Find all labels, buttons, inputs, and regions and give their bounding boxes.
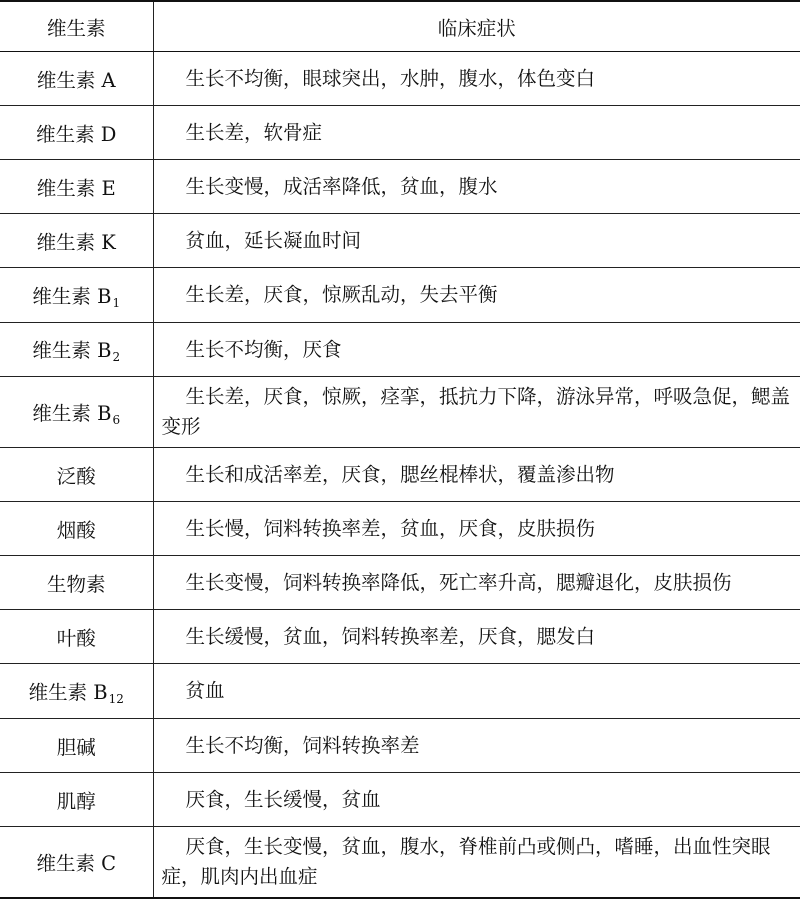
table-row bbox=[0, 377, 800, 448]
symptoms-cell: 贫血，延长凝血时间 bbox=[153, 214, 800, 268]
symptoms-cell: 生长不均衡，厌食 bbox=[153, 323, 800, 377]
symptoms-cell: 生长变慢，成活率降低，贫血，腹水 bbox=[153, 160, 800, 214]
vitamin-name: 维生素 K bbox=[0, 214, 153, 268]
symptoms-cell: 生长慢，饲料转换率差，贫血，厌食，皮肤损伤 bbox=[153, 502, 800, 556]
vitamin-name: 维生素 $B_1$ bbox=[0, 268, 153, 323]
vitamin-name: 泛酸 bbox=[0, 448, 153, 502]
vitamin-name: 维生素 $B_2$ bbox=[0, 323, 153, 377]
symptoms-cell: 生长和成活率差，厌食，腮丝棍棒状，覆盖渗出物 bbox=[153, 448, 800, 502]
vitamin-name: 维生素 $B_{12}$ bbox=[0, 664, 153, 719]
vitamin-subscript: 2 bbox=[112, 350, 121, 364]
vitamin-name: 胆碱 bbox=[0, 719, 153, 773]
vitamin-subscript: 1 bbox=[112, 295, 121, 310]
symptoms-cell: 贫血 bbox=[153, 664, 800, 719]
symptoms-cell: 生长差，厌食，惊厥，痉挛，抵抗力下降，游泳异常，呼吸急促，鳃盖变形 bbox=[153, 377, 800, 448]
vitamin-name: 维生素 $B_6$ bbox=[0, 377, 153, 448]
table-row bbox=[0, 160, 800, 214]
vitamin-subscript: 12 bbox=[108, 691, 124, 706]
symptoms-cell: 生长差，厌食，惊厥乱动，失去平衡 bbox=[153, 268, 800, 323]
table-row bbox=[0, 664, 800, 719]
table-row bbox=[0, 610, 800, 664]
table-row bbox=[0, 448, 800, 502]
vitamin-subscript: 6 bbox=[112, 412, 121, 427]
vitamin-name: 生物素 bbox=[0, 556, 153, 610]
table-row bbox=[0, 323, 800, 377]
symptoms-cell: 生长不均衡，饲料转换率差 bbox=[153, 719, 800, 773]
header-symptoms: 临床症状 bbox=[153, 1, 800, 52]
header-vitamin: 维生素 bbox=[0, 1, 153, 52]
table-row bbox=[0, 268, 800, 323]
vitamin-name: 维生素 C bbox=[0, 827, 153, 899]
symptoms-cell: 生长差，软骨症 bbox=[153, 106, 800, 160]
table-row bbox=[0, 773, 800, 827]
symptoms-cell: 生长不均衡，眼球突出，水肿，腹水，体色变白 bbox=[153, 52, 800, 106]
vitamin-name: 叶酸 bbox=[0, 610, 153, 664]
table-row bbox=[0, 214, 800, 268]
symptoms-cell: 厌食，生长缓慢，贫血 bbox=[153, 773, 800, 827]
table-header-row bbox=[0, 1, 800, 52]
table-row bbox=[0, 719, 800, 773]
symptoms-cell: 生长缓慢，贫血，饲料转换率差，厌食，腮发白 bbox=[153, 610, 800, 664]
table-row bbox=[0, 827, 800, 899]
symptoms-cell: 生长变慢，饲料转换率降低，死亡率升高，腮瓣退化，皮肤损伤 bbox=[153, 556, 800, 610]
table-row bbox=[0, 556, 800, 610]
vitamin-name: 肌醇 bbox=[0, 773, 153, 827]
table-row bbox=[0, 52, 800, 106]
vitamin-name: 维生素 E bbox=[0, 160, 153, 214]
symptoms-cell: 厌食，生长变慢，贫血，腹水，脊椎前凸或侧凸，嗜睡，出血性突眼症，肌肉内出血症 bbox=[153, 827, 800, 899]
vitamin-name: 维生素 D bbox=[0, 106, 153, 160]
table-row bbox=[0, 106, 800, 160]
table-row bbox=[0, 502, 800, 556]
vitamin-name: 烟酸 bbox=[0, 502, 153, 556]
vitamin-name: 维生素 A bbox=[0, 52, 153, 106]
